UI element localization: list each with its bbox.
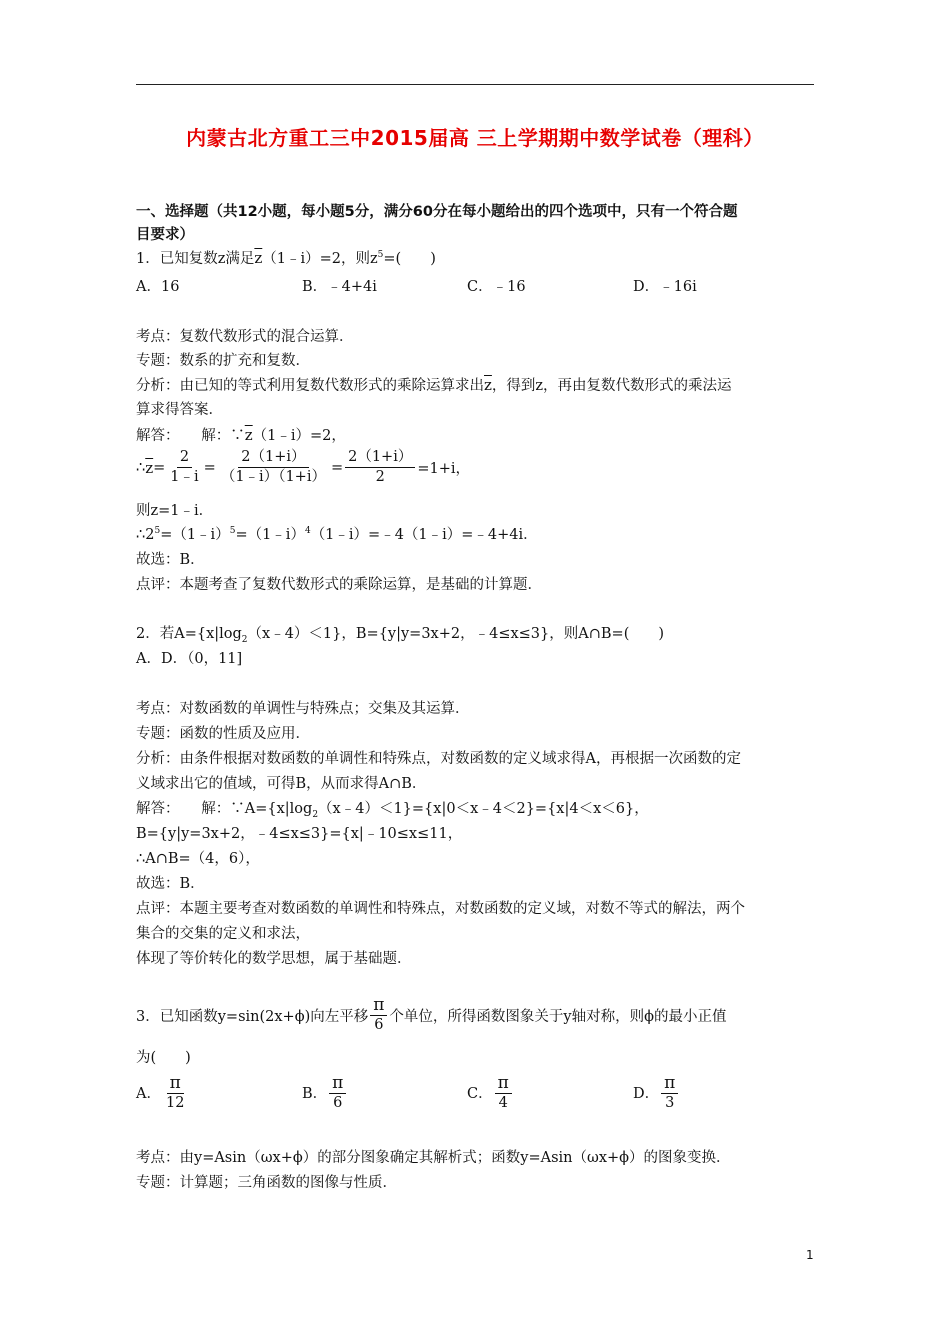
q1-power-line: $\therefore 2^5=(1﹣i)^5=(1﹣i)^4(1﹣i)=﹣4(1﹣i)=﹣4+4i$． [136,526,538,543]
q1-equation: ∴ $\overline{z}$ = $\frac{2}{1﹣i}$ = $\frac{2(1+i)}{(1﹣i)(1+i)}$ = $\frac{2(1+i)}{2}$ =1+i， [136,449,471,485]
q1-then-z: 则z=1﹣i． [136,503,214,519]
q2-jieda-line3: ∴A∩B=（4，6）， [136,851,260,867]
q2-fenxi-line2: 义域求出它的值域，可得B，从而求得A∩B． [136,776,427,792]
q1-option-c: C．﹣16 [467,279,526,295]
q2-zhuanti: 专题：函数的性质及应用． [136,726,310,742]
z-conjugate: $\overline{z}$ [254,249,263,267]
q1-option-d: D．﹣16i [633,279,697,295]
q1-zhuanti: 专题：数系的扩充和复数． [136,353,310,369]
q1-fenxi-line2: 算求得答案． [136,402,223,418]
q3-option-c: C． $\frac{\pi}{4}$ [467,1074,514,1113]
q3-zhuanti: 专题：计算题；三角函数的图像与性质． [136,1175,397,1191]
page-title: 内蒙古北方重工三中2015届高 三上学期期中数学试卷（理科） [186,126,764,150]
fraction-1: $\frac{2}{1﹣i}$ [170,449,199,485]
q2-fenxi-line1: 分析：由条件根据对数函数的单调性和特殊点，对数函数的定义域求得A，再根据一次函数的定 [136,751,741,767]
q3-kaodian: 考点：由y=Asin（ωx+ϕ）的部分图象确定其解析式；函数y=Asin（ωx+ϕ）的图象变换． [136,1150,731,1166]
q1-kaodian: 考点：复数代数形式的混合运算． [136,329,354,345]
page-number: 1 [806,1248,814,1262]
section-heading [136,202,816,245]
fraction-2: $\frac{2(1+i)}{(1﹣i)(1+i)}$ [220,449,326,485]
section-heading-line2: 目要求） [136,227,194,243]
q3-option-d: D． $\frac{\pi}{3}$ [633,1074,680,1113]
q1-jieda: 解答： 解：$\because\overline{z}(1﹣i)=2$， [136,426,346,444]
q3-option-a: A． $\frac{\pi}{12}$ [136,1073,185,1111]
fraction-3: $\frac{2(1+i)}{2}$ [345,448,415,487]
header-rule [136,84,814,85]
q1-option-b: B．﹣4+4i [302,279,377,295]
q3-option-b: B． $\frac{\pi}{6}$ [302,1074,348,1113]
q2-dianping-line1: 点评：本题主要考查对数函数的单调性和特殊点，对数函数的定义域，对数不等式的解法，两个 [136,901,745,917]
q1-dianping: 点评：本题考查了复数代数形式的乘除运算，是基础的计算题． [136,577,542,593]
q2-answer: 故选：B． [136,876,205,892]
shift-fraction: $\frac{\pi}{6}$ [370,996,387,1035]
q2-jieda-line1: 解答： 解：$\because A=\{x|\log_2(x﹣4)<1\}=\{x|0<x﹣4<2\}=\{x|4<x<6\}$， [136,801,649,820]
section-heading-line1: 一、选择题（共12小题，每小题5分，满分60分在每小题给出的四个选项中，只有一个符合题 [136,204,738,220]
q2-jieda-line2: B={y|y=3x+2，﹣4≤x≤3}={x|﹣10≤x≤11， [136,826,463,842]
q1-option-a: A．16 [136,279,180,295]
q3-stem: 3．已知函数y=sin(2x+ϕ)向左平移 $\frac{\pi}{6}$ 个单位，所得函数图象关于y轴对称，则ϕ的最小正值 [136,995,727,1033]
q1-stem: 1．已知复数z满足$\overline{z}(1﹣i)=2$，则$z^5=$( ) [136,249,436,267]
q2-dianping-line2: 集合的交集的定义和求法， [136,926,310,942]
q3-stem-line2: 为( ) [136,1050,191,1066]
q1-fenxi-line1: 分析：由已知的等式利用复数代数形式的乘除运算求出$\overline{z}$，得到z，再由复数代数形式的乘法运 [136,376,732,394]
q1-answer: 故选：B． [136,552,205,568]
q2-options: A．D．（0，11] [136,651,243,667]
q2-stem: 2．若$A=\{x|\log_2(x﹣4)<1\}$，B={y|y=3x+2，﹣4≤x≤3}，则A∩B=( ) [136,626,665,645]
q2-dianping-line3: 体现了等价转化的数学思想，属于基础题． [136,951,412,967]
q2-kaodian: 考点：对数函数的单调性与特殊点；交集及其运算． [136,701,470,717]
